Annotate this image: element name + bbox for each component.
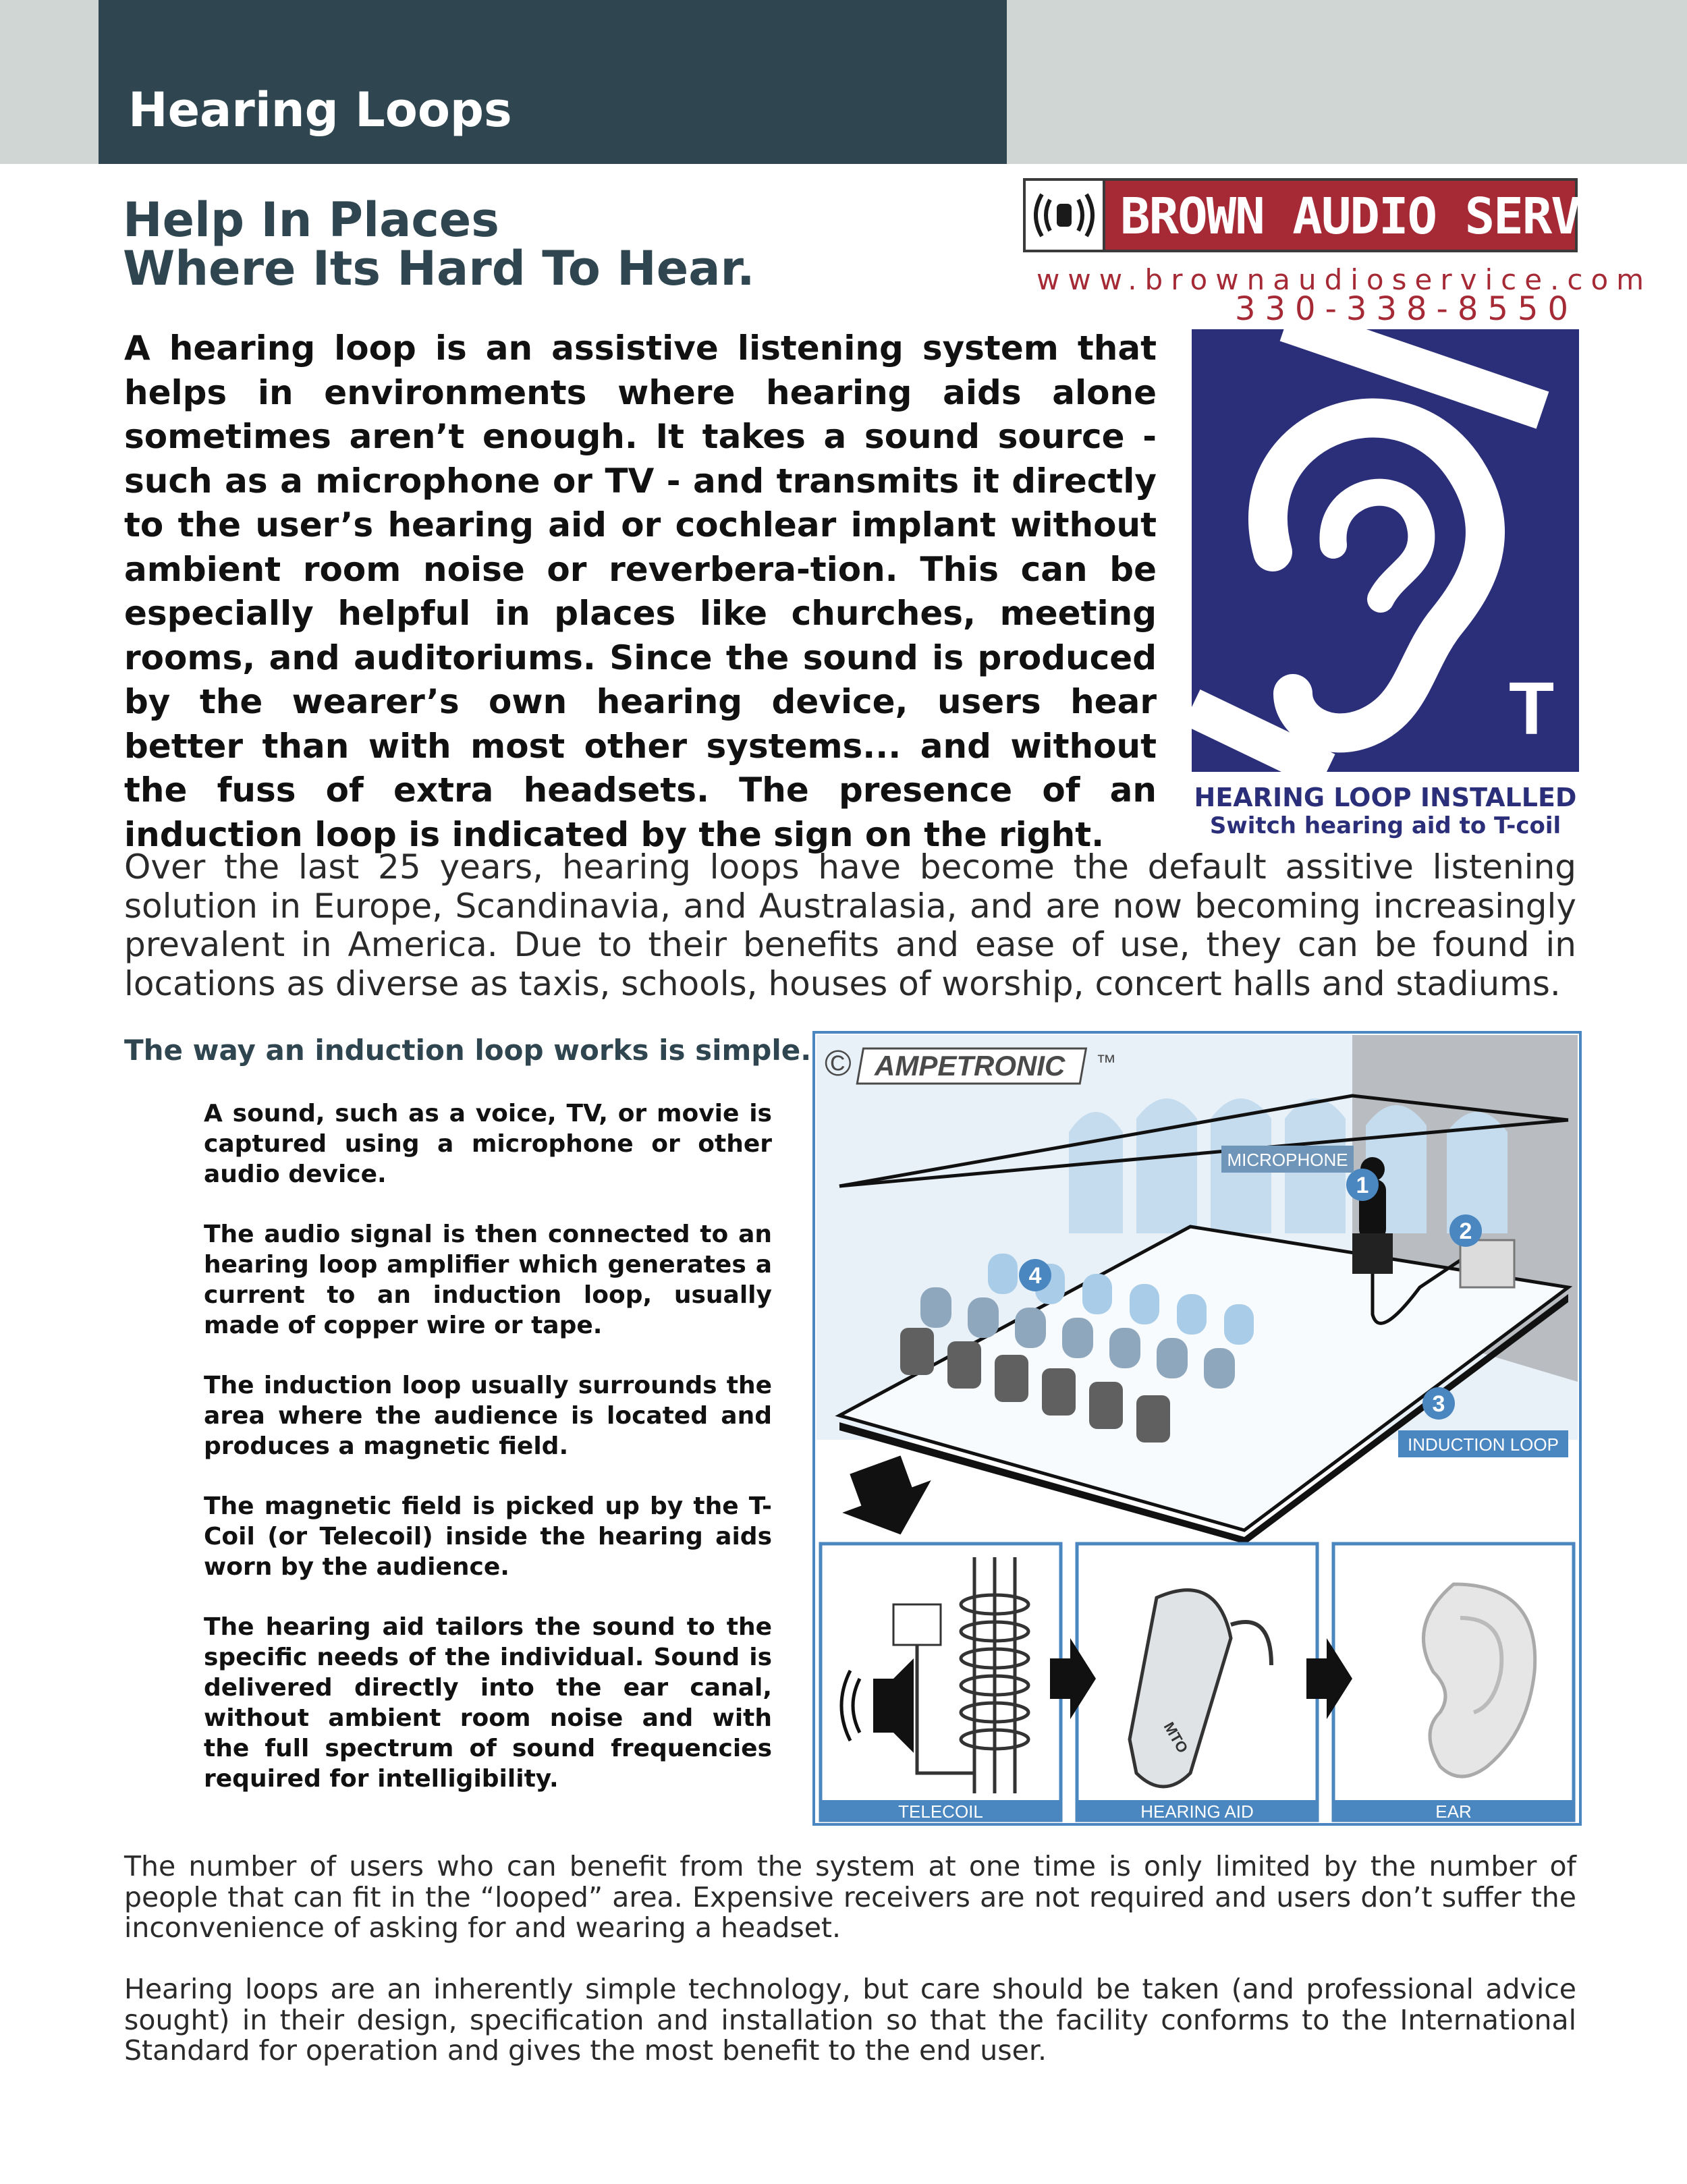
steps-list [204, 1098, 772, 1824]
svg-text:4: 4 [1028, 1263, 1042, 1289]
capacity-paragraph: The number of users who can benefit from the system at one time is only limited by the number of people that can fit in the “looped” area. Expensive receivers are not required and users don’t suffer the inconvenience of asking for and wearing a headset. [124, 1850, 1576, 1944]
sign-caption-title: HEARING LOOP INSTALLED [1194, 783, 1577, 812]
ear-icon [1268, 418, 1485, 733]
svg-text:2: 2 [1459, 1219, 1472, 1244]
step-item: A sound, such as a voice, TV, or movie is captured using a microphone or other audio device. [204, 1100, 772, 1188]
subtitle [123, 192, 755, 296]
svg-text:1: 1 [1356, 1173, 1369, 1198]
svg-text:3: 3 [1432, 1391, 1445, 1417]
step-item: The audio signal is then connected to an hearing loop amplifier which generates a current to an induction loop, usually made of copper wire or tape. [204, 1221, 772, 1339]
hearing-loop-sign [1192, 329, 1579, 772]
brand-name: BROWN AUDIO SERVICE [1120, 188, 1666, 246]
subtitle-line-2: Where Its Hard To Hear. [123, 241, 755, 296]
induction-loop-diagram [812, 1031, 1582, 1826]
ear-label: EAR [1435, 1801, 1472, 1822]
speaker-signal-icon [1023, 178, 1105, 252]
standards-paragraph: Hearing loops are an inherently simple technology, but care should be taken (and professional advice sought) in their design, specification and installation so that the facility conforms to the International Standard for operation and gives the most benefit to the end user. [124, 1973, 1576, 2067]
hearing-aid-label: HEARING AID [1140, 1801, 1254, 1822]
sign-letter: T [1509, 667, 1555, 750]
page-title: Hearing Loops [128, 82, 512, 138]
how-it-works-heading: The way an induction loop works is simple. [124, 1034, 812, 1067]
step-item: The hearing aid tailors the sound to the specific needs of the individual. Sound is delivered directly into the ear canal, without ambient room noise and with the full spectrum of sound frequencies required for intelligibility. [204, 1613, 772, 1793]
microphone-label: MICROPHONE [1227, 1150, 1348, 1170]
step-item: The magnetic field is picked up by the T-Coil (or Telecoil) inside the hearing aids worn by the audience. [204, 1492, 772, 1581]
intro-paragraph: A hearing loop is an assistive listening system that helps in environments where hearing aids alone sometimes aren’t enough. It takes a sound source - such as a microphone or TV - and transmits it directly to the user’s hearing aid or cochlear implant without ambient room noise or reverbera-tion. This can be especially helpful in places like churches, meeting rooms, and auditoriums. Since the sound is produced by the wearer’s own hearing device, users hear better than with most other systems... and without the fuss of extra headsets. The presence of an induction loop is indicated by the sign on the right. [124, 329, 1157, 854]
ampetronic-logo: AMPETRONIC [875, 1050, 1066, 1082]
sign-caption-subtitle: Switch hearing aid to T-coil [1209, 812, 1561, 839]
history-paragraph: Over the last 25 years, hearing loops have become the default assitive listening solution in Europe, Scandinavia, and Australasia, and are now becoming increasingly prevalent in America. Due to their benefits and ease of use, they can be found in locations as diverse as taxis, schools, houses of worship, concert halls and stadiums. [124, 847, 1576, 1003]
step-item: The induction loop usually surrounds the area where the audience is located and produces a magnetic field. [204, 1372, 772, 1460]
telecoil-label: TELECOIL [898, 1801, 983, 1822]
svg-text:MTO: MTO [1160, 1719, 1192, 1756]
svg-text:™: ™ [1096, 1051, 1116, 1073]
brand-phone: 330-338-8550 [1234, 290, 1578, 328]
subtitle-line-1: Help In Places [123, 192, 499, 248]
induction-loop-label: INDUCTION LOOP [1408, 1434, 1559, 1455]
svg-text:©: © [825, 1043, 852, 1084]
brand-website[interactable]: www.brownaudioservice.com [1036, 263, 1653, 296]
